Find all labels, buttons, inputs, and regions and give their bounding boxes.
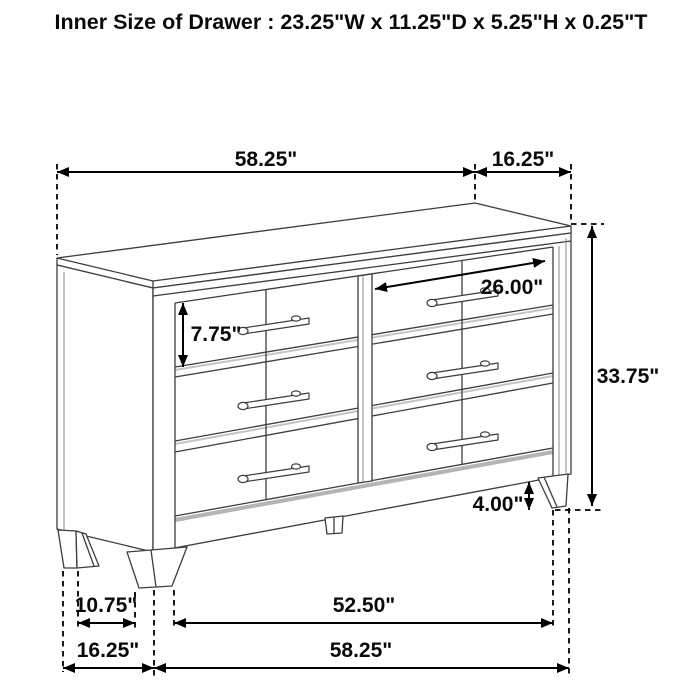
dresser-drawing (57, 203, 571, 588)
front-left-leg (127, 547, 187, 588)
floor-width-label: 58.25" (329, 639, 393, 662)
back-left-leg (58, 530, 77, 568)
drawer-height-label: 7.75" (190, 323, 242, 346)
left-leg-gap-label: 10.75" (74, 594, 138, 617)
floor-depth-label: 16.25" (76, 639, 140, 662)
leg-height-label: 4.00" (472, 493, 524, 516)
front-right-leg (538, 474, 568, 508)
center-stile (358, 274, 372, 483)
top-depth-label: 16.25" (491, 148, 555, 171)
overall-height-label: 33.75" (596, 365, 660, 388)
drawer-width-label: 26.00" (480, 276, 544, 299)
diagram-title: Inner Size of Drawer : 23.25"W x 11.25"D x 5.25"H x 0.25"T (54, 10, 648, 34)
front-leg-span-label: 52.50" (332, 594, 396, 617)
dresser-side-face (57, 265, 153, 552)
top-width-label: 58.25" (234, 148, 298, 171)
